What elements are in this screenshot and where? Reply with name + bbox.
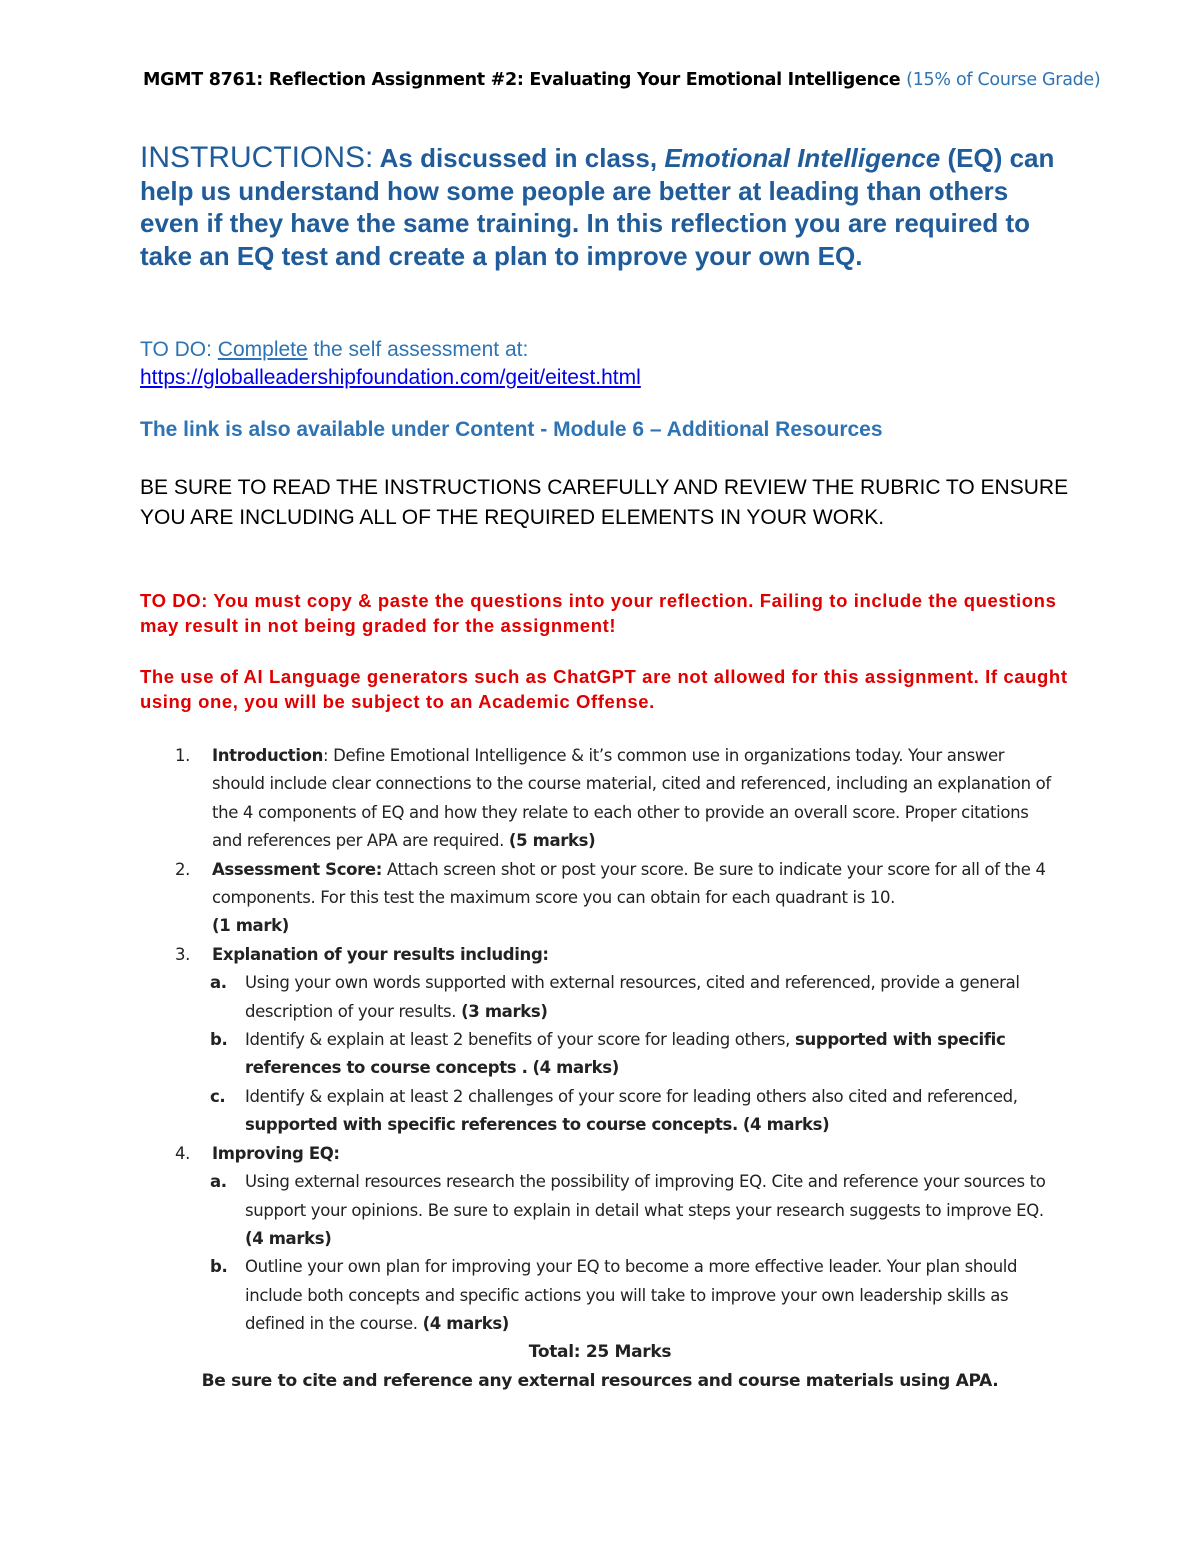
instructions-label: INSTRUCTIONS: xyxy=(140,141,374,174)
sub-item-text: Identify & explain at least 2 challenges of your score for leading others also cited and referenced, xyxy=(245,1086,1018,1106)
instructions-emphasis: Emotional Intelligence xyxy=(664,143,941,173)
sub-item-text: Using your own words supported with external resources, cited and referenced, provide a general description of your results. xyxy=(245,973,1020,1021)
todo-text: the self assessment at: xyxy=(313,338,529,361)
item-text: : Define Emotional Intelligence & it’s common use in organizations today. Your answer should include clear connections to the course material, cited and referenced, including an explanation of the 4 components of EQ and how they relate to each other to provide an overall score. Proper citations and references per APA are required. xyxy=(212,746,1051,851)
warning-ai-use: The use of AI Language generators such as ChatGPT are not allowed for this assignment. If caught using one, you will be subject to an Academic Offense. xyxy=(140,666,1068,712)
assessment-link[interactable]: https://globalleadershipfoundation.com/geit/eitest.html xyxy=(140,366,641,389)
sub-item-marks: (4 marks) xyxy=(532,1058,619,1078)
list-item-assessment-score xyxy=(175,856,1060,941)
list-number: 2. xyxy=(175,859,191,879)
total-section xyxy=(0,1338,1200,1396)
grade-weight: (15% of Course Grade) xyxy=(906,70,1101,90)
sub-item-bold-text: supported with specific references to course concepts. xyxy=(245,1115,738,1135)
sub-item-tail: . xyxy=(516,1058,528,1078)
sub-letter: a. xyxy=(210,973,227,993)
list-number: 4. xyxy=(175,1143,191,1163)
sub-item-3b xyxy=(210,1026,1060,1083)
document-title: MGMT 8761: Reflection Assignment #2: Evaluating Your Emotional Intelligence xyxy=(143,70,901,90)
sub-item-marks: (3 marks) xyxy=(461,1001,548,1021)
sub-item-text: Using external resources research the possibility of improving EQ. Cite and reference your sources to support your opinions. Be sure to explain in detail what steps your research suggests to improve EQ. xyxy=(245,1172,1046,1220)
instructions-text-1: As discussed in class, xyxy=(379,143,658,173)
list-number: 3. xyxy=(175,944,191,964)
item-title: Improving EQ: xyxy=(212,1143,340,1163)
instructions-paragraph xyxy=(140,142,1070,272)
sub-item-4a xyxy=(210,1168,1060,1253)
sub-item-bold-text: supported with specific references to course concepts xyxy=(245,1030,1006,1078)
sub-item-text: Outline your own plan for improving your EQ to become a more effective leader. Your plan should include both concepts and specific actions you will take to improve your own leadership skills as defined in the course. xyxy=(245,1257,1018,1334)
sub-letter: a. xyxy=(210,1172,227,1192)
sub-item-3a xyxy=(210,969,1060,1026)
closing-note: Be sure to cite and reference any external resources and course materials using APA. xyxy=(201,1371,999,1391)
sub-item-3c xyxy=(210,1083,1060,1140)
list-item-improving-eq xyxy=(175,1140,1060,1168)
document-header xyxy=(143,70,1101,90)
sub-letter: c. xyxy=(210,1086,226,1106)
sub-letter: b. xyxy=(210,1030,228,1050)
rubric-note: BE SURE TO READ THE INSTRUCTIONS CAREFULLY AND REVIEW THE RUBRIC TO ENSURE YOU ARE INCLUDING ALL OF THE REQUIRED ELEMENTS IN YOUR WORK. xyxy=(140,476,1069,529)
todo-complete-word: Complete xyxy=(217,338,308,361)
requirements-list xyxy=(175,742,1060,1339)
list-item-introduction xyxy=(175,742,1060,856)
list-item-explanation xyxy=(175,941,1060,969)
item-marks: (5 marks) xyxy=(508,831,596,851)
module-note: The link is also available under Content - Module 6 – Additional Resources xyxy=(140,418,883,441)
item-title: Assessment Score: xyxy=(212,859,382,879)
instructions-text-2: (EQ) can help us understand how some people are better at leading than others even if they have the same training. In this reflection you are required to take an EQ test and create a plan to improve your own EQ. xyxy=(140,143,1055,271)
item-title: Explanation of your results including: xyxy=(212,944,549,964)
item-title: Introduction xyxy=(212,746,324,765)
sub-item-text: Identify & explain at least 2 benefits of your score for leading others, xyxy=(245,1030,791,1050)
todo-label: TO DO: xyxy=(140,338,212,361)
sub-item-4b xyxy=(210,1253,1060,1338)
item-marks: (1 mark) xyxy=(212,916,289,936)
sub-letter: b. xyxy=(210,1257,228,1277)
sub-item-marks: (4 marks) xyxy=(422,1314,509,1334)
sub-item-marks: (4 marks) xyxy=(245,1228,332,1248)
todo-block xyxy=(140,336,1070,392)
item-text: Attach screen shot or post your score. Be sure to indicate your score for all of the 4 components. For this test the maximum score you can obtain for each quadrant is 10. xyxy=(212,859,1046,908)
list-number: 1. xyxy=(175,746,191,765)
warning-copy-questions: TO DO: You must copy & paste the questions into your reflection. Failing to include the questions may result in not being graded for the assignment! xyxy=(140,590,1057,636)
sub-item-marks: (4 marks) xyxy=(742,1115,830,1135)
total-marks: Total: 25 Marks xyxy=(528,1342,672,1362)
